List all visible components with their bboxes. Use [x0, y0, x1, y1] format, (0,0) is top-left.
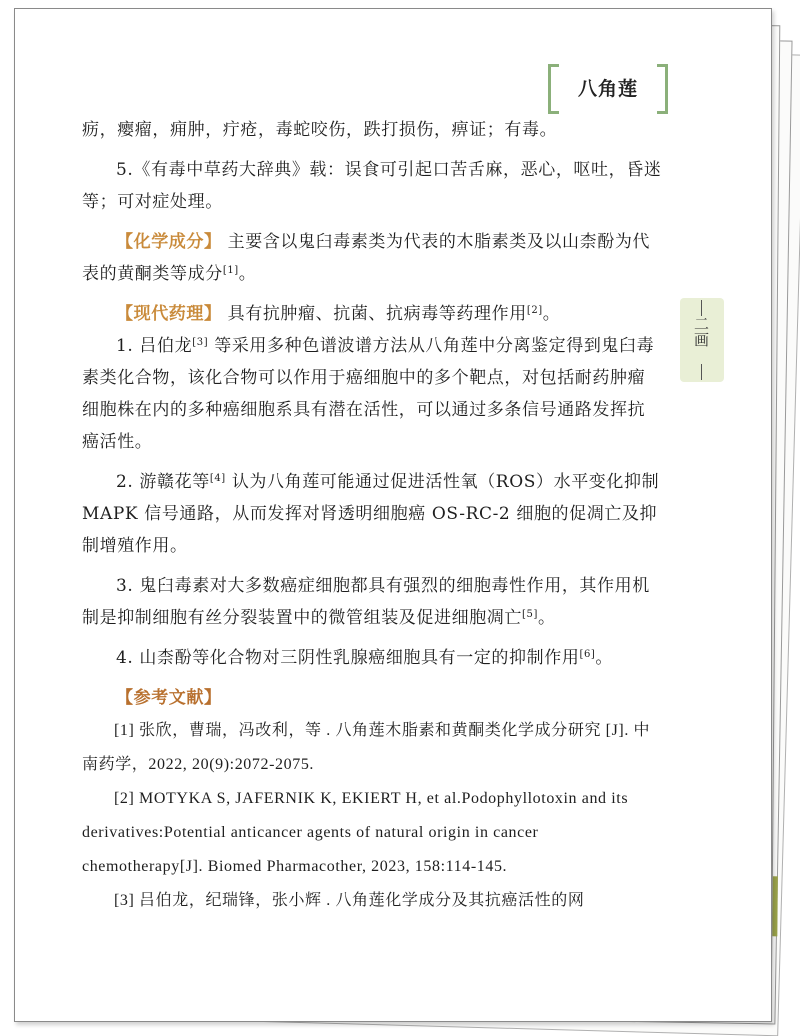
paragraph-pharmacology	[82, 298, 662, 330]
section-tag-chemistry: 【化学成分】	[116, 232, 222, 252]
paragraph-item-1	[82, 330, 662, 458]
paragraph-text: 主要含以鬼臼毒素类为代表的木脂素类及以山柰酚为代表的黄酮类等成分	[82, 232, 651, 284]
paragraph-item-3	[82, 570, 662, 634]
header-title: 八角莲	[577, 78, 638, 100]
paragraph-chemical-composition	[82, 226, 662, 290]
reference-item-3	[82, 884, 662, 918]
paragraph-text: 5.《有毒中草药大辞典》载：误食可引起口苦舌麻，恶心，呕吐，昏迷等；可对症处理。	[82, 160, 662, 212]
paragraph-tail: 。	[542, 304, 561, 324]
reference-text: [2] MOTYKA S, JAFERNIK K, EKIERT H, et al.Podophyllotoxin and its derivatives:Potential anticancer agents of natural origin in cancer chemotherapy[J]. Biomed Pharmacother, 2023, 158:114-145.	[82, 790, 629, 875]
paragraph-item-2	[82, 466, 662, 562]
paragraph-text: 3. 鬼臼毒素对大多数癌症细胞都具有强烈的细胞毒性作用，其作用机制是抑制细胞有丝分裂装置中的微管组装及促进细胞凋亡	[82, 576, 650, 628]
paragraph-text: 4. 山柰酚等化合物对三阴性乳腺癌细胞具有一定的抑制作用	[116, 648, 580, 668]
paragraph-text: 疬，瘿瘤，痈肿，疔疮，毒蛇咬伤，跌打损伤，痹证；有毒。	[82, 120, 558, 140]
reference-item-1	[82, 714, 662, 782]
paragraph-text: 具有抗肿瘤、抗菌、抗病毒等药理作用	[227, 304, 527, 324]
page-body	[82, 114, 662, 918]
citation-mark: [4]	[209, 473, 226, 484]
reference-text: [1] 张欣，曹瑞，冯改利，等 . 八角莲木脂素和黄酮类化学成分研究 [J]. 中南药学，2022, 20(9):2072-2075.	[82, 722, 651, 773]
paragraph-lead: 2. 游赣花等	[116, 472, 210, 492]
side-section-tab	[680, 298, 724, 382]
tab-rule-top	[701, 300, 702, 316]
section-tag-pharmacology: 【现代药理】	[116, 304, 222, 324]
paragraph-tail: 。	[238, 264, 257, 284]
reference-text: [3] 吕伯龙，纪瑞锋，张小辉 . 八角莲化学成分及其抗癌活性的网	[114, 892, 585, 909]
side-tab-label: 二画	[692, 316, 710, 348]
paragraph-tail: 。	[595, 648, 614, 668]
paragraph-text: 认为八角莲可能通过促进活性氧（ROS）水平变化抑制 MAPK 信号通路，从而发挥对肾透明细胞癌 OS-RC-2 细胞的促凋亡及抑制增殖作用。	[82, 472, 660, 556]
citation-mark: [6]	[579, 649, 596, 660]
tab-rule-bottom	[701, 364, 702, 380]
paragraph-tail: 。	[537, 608, 556, 628]
references-heading-text: 【参考文献】	[116, 688, 222, 708]
citation-mark: [2]	[526, 305, 543, 316]
running-header	[548, 64, 668, 108]
reference-item-2	[82, 782, 662, 884]
paragraph-lead: 1. 吕伯龙	[116, 336, 193, 356]
citation-mark: [3]	[192, 337, 209, 348]
paragraph-toxicity-note	[82, 154, 662, 218]
citation-mark: [5]	[522, 609, 538, 620]
paragraph-continuation	[82, 114, 662, 146]
paragraph-text: 等采用多种色谱波谱方法从八角莲中分离鉴定得到鬼臼毒素类化合物，该化合物可以作用于癌细胞中的多个靶点，对包括耐药肿瘤细胞株在内的多种癌细胞系具有潜在活性，可以通过多条信号通路发挥抗癌活性。	[82, 336, 655, 452]
right-bracket-ornament	[657, 64, 668, 114]
references-heading	[82, 682, 662, 714]
citation-mark: [1]	[222, 265, 239, 276]
paragraph-item-4	[82, 642, 662, 674]
